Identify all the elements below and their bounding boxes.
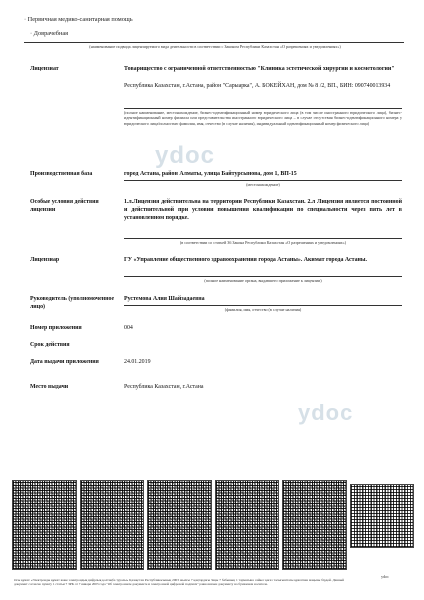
divider [124, 238, 402, 239]
qr-code [12, 480, 77, 570]
licensee-name: Товарищество с ограниченной ответственностью "Клиника эстетической хирургии и косметологии" [124, 66, 395, 72]
issue-date-label: Дата выдачи приложения [30, 359, 99, 365]
licensor-value: ГУ «Управление общественного здравоохранения города Астаны». Акимат города Астаны. [124, 257, 367, 263]
qr-code [147, 480, 212, 570]
head-note: (фамилия, имя, отчество (в случае наличия) [224, 307, 302, 312]
divider [124, 108, 402, 109]
legal-footer: Осы құжат «Электронды құжат және электрондық цифрлық қолтаңба туралы» Қазақстан Республикасының 2003 жылғы 7 қаңтардағы Заңы 7 бабының 1 тармағына сәйкес қағаз тасығыштағы құжатпен маңызы бірдей. Данный документ согласно пункту 1 статьи 7 ЗРК от 7 января 2003 года "Об электронном документе и электронной цифровой подписи" равнозначен документу на бумажном носителе. [14, 578, 344, 587]
conditions-label: Особые условия действия лицензии [30, 199, 99, 213]
production-note: (местонахождение) [246, 182, 280, 187]
qr-code [215, 480, 280, 570]
issue-date-value: 24.01.2019 [124, 359, 151, 365]
head-label: Руководитель (уполномоченное лицо) [30, 296, 115, 310]
production-label: Производственная база [30, 171, 93, 177]
licensee-address: Республика Казахстан, г.Астана, район "Сарыарка", А. БОКЕЙХАН, дом № 8 /2, ВП., БИН: 090740013934 [124, 83, 391, 89]
licensee-note: (полное наименование, местонахождение, бизнес-идентификационный номер юридического лица (в том числе иностранного юридического лица), бизнес-идентификационный номер филиала или представительства иностранного юридического лица – в случае отсутствия бизнес-идентификационного номера у юридического лица/полностью фамилия, имя, отчество (в случае наличия), индивидуальный идентификационный номер физического лица) [124, 110, 402, 126]
divider [124, 180, 402, 181]
activity-type-1: · Первичная медико-санитарная помощь [24, 16, 133, 23]
qr-code [282, 480, 347, 570]
qr-caption: ydoc [381, 574, 389, 579]
issue-place-label: Место выдачи [30, 384, 69, 390]
head-value: Рустемова Алия Шайзадаевна [124, 296, 205, 302]
appendix-no-value: 004 [124, 325, 133, 331]
appendix-no-label: Номер приложения [30, 325, 82, 331]
qr-code [80, 480, 145, 570]
divider [124, 276, 402, 277]
issue-place-value: Республика Казахстан, г.Астана [124, 384, 204, 390]
watermark: ydoc [155, 142, 216, 169]
qr-codes [12, 480, 414, 570]
activity-type-2: · Доврачебная [30, 30, 69, 37]
production-value: город Астана, район Алматы, улица Байтурсынова, дом 1, ВП-15 [124, 171, 297, 177]
qr-code-square [350, 484, 414, 548]
activity-note: (наименование подвида лицензируемого вида деятельности в соответствии с Законом Республики Казахстан «О разрешениях и уведомлениях») [89, 44, 341, 49]
conditions-note: (в соответствии со статьей 36 Закона Республики Казахстан «О разрешениях и уведомлениях») [179, 240, 347, 245]
conditions-value: 1.л.Лицензия действительна на территории Республики Казахстан. 2.л Лицензия является постоянной и действительной при условии повышения квалификации по специальности через пять лет в установленном порядке. [124, 199, 402, 221]
divider [24, 42, 404, 43]
licensee-label: Лицензиат [30, 66, 59, 72]
divider [124, 305, 402, 306]
watermark: ydoc [298, 400, 354, 425]
licensor-label: Лицензиар [30, 257, 60, 263]
licensor-note: (полное наименование органа, выдавшего приложение к лицензии) [204, 278, 322, 283]
validity-label: Срок действия [30, 342, 70, 348]
